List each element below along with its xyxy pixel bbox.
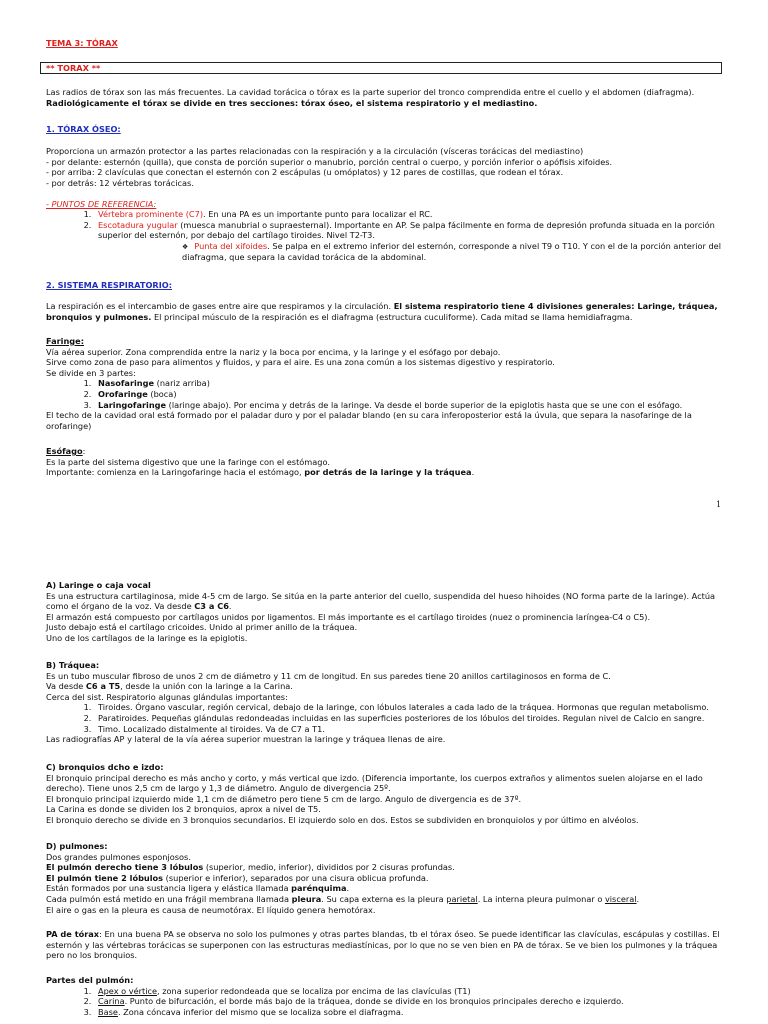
section-box xyxy=(40,62,722,74)
faringe-heading: Faringe: xyxy=(46,336,84,346)
list-item: 1. Nasofaringe (nariz arriba) xyxy=(94,378,722,389)
list-item: 2. Escotadura yugular (muesca manubrial o supraesternal). Importante en AP. Se palpa fácilmente en forma de depresión profunda situada en la porción superior del esternón, por debajo del cartílago tiroides. Nivel T2-T3. ❖ Punta del xifoides. Se palpa en el extremo inferior del esternón, corresponde a nivel T9 o T10. Y con el de la porción anterior del diafragma, que separa la cavidad torácica de la abdominal. xyxy=(94,220,722,263)
heading-torax-oseo: 1. TÓRAX ÓSEO: xyxy=(46,124,121,134)
list-item: 2. Orofaringe (boca) xyxy=(94,389,722,400)
laringe-section: A) Laringe o caja vocal Es una estructura cartilaginosa, mide 4-5 cm de largo. Se sitúa en la parte anterior del cuello, suspendida del hueso hihoides (NO forma parte de la laringe). Actúa como el órgano de la voz. Va desde C3 a C6. El armazón está compuesto por cartílagos unidos por ligamentos. El más importante es el cartílago tiroides (nuez o prominencia laríngea-C4 o C5). Justo debajo está el cartílago cricoides. Unido al primer anillo de la tráquea. Uno de los cartílagos de la laringe es la epiglotis. xyxy=(46,580,722,644)
faringe-parts-list xyxy=(46,378,722,410)
list-item: 3. Laringofaringe (laringe abajo). Por encima y detrás de la laringe. Va desde el borde superior de la epiglotis hasta que se une con el esófago. xyxy=(94,400,722,411)
intro-paragraph: Las radios de tórax son las más frecuentes. La cavidad torácica o tórax es la parte superior del tronco comprendida entre el cuello y el abdomen (diafragma). Radiológicamente el tórax se divide en tres secciones: tórax óseo, el sistema respiratorio y el mediastino. xyxy=(46,87,695,108)
glandulas-list xyxy=(46,702,722,734)
heading-sistema-respiratorio: 2. SISTEMA RESPIRATORIO: xyxy=(46,280,172,290)
list-item: 1. Apex o vértice, zona superior redondeada que se localiza por encima de las clavículas (T1) xyxy=(94,986,722,997)
respiratorio-intro: La respiración es el intercambio de gases entre aire que respiramos y la circulación. El sistema respiratorio tiene 4 divisiones generales: Laringe, tráquea, bronquios y pulmones. El principal músculo de la respiración es el diafragma (estructura cuculiforme). Cada mitad se llama hemidiafragma. xyxy=(46,301,718,322)
list-item: ❖ Punta del xifoides. Se palpa en el extremo inferior del esternón, corresponde a nivel T9 o T10. Y con el de la porción anterior del diafragma, que separa la cavidad torácica de la abdominal. xyxy=(178,241,722,263)
bronquios-heading: C) bronquios dcho e izdo: xyxy=(46,762,164,772)
list-item: 3. Timo. Localizado distalmente al tiroides. Va de C7 a T1. xyxy=(94,724,722,735)
torax-oseo-text: Proporciona un armazón protector a las partes relacionadas con la respiración y a la circulación (vísceras torácicas del mediastino) - por delante: esternón (quilla), que consta de porción superior o manubrio, porción central o cuerpo, y porción inferior o apófisis xifoides. - por arriba: 2 clavículas que conectan el esternón con 2 escápulas (u omóplatos) y 12 pares de costillas, que rodean el tórax. - por detrás: 12 vértebras torácicas. - PUNTOS DE REFERENCIA: 1. Vértebra prominente (C7). En una PA es un importante punto para localizar el RC. 2. Escotadura yugular (muesca manubrial o supraesternal). Importante en AP. Se palpa fácilmente en forma de depresión profunda situada en la porción superior del esternón, por debajo del cartílago tiroides. Nivel T2-T3. ❖ Punta del xifoides. Se palpa en el extremo inferior del esternón, corresponde a nivel T9 o T10. Y con el de la porción anterior del diafragma, que separa la cavidad torácica de la abdominal. xyxy=(46,146,722,263)
partes-pulmon-section xyxy=(46,975,722,1017)
traquea-section: B) Tráquea: Es un tubo muscular fibroso de unos 2 cm de diámetro y 11 cm de longitud. En sus paredes tiene 20 anillos cartilaginosos en forma de C. Va desde C6 a T5, desde la unión con la laringe a la Carina. Cerca del sist. Respiratorio algunas glándulas importantes: 1. Tiroides. Órgano vascular, región cervical, debajo de la laringe, con lóbulos laterales a cada lado de la tráquea. Hormonas que regulan metabolismo. 2. Paratiroides. Pequeñas glándulas redondeadas incluidas en las superficies posteriores de los lóbulos del tiroides. Regulan nivel de Calcio en sangre. 3. Timo. Localizado distalmente al tiroides. Va de C7 a T1. Las radiografías AP y lateral de la vía aérea superior muestran la laringe y tráquea llenas de aire. xyxy=(46,660,722,745)
sub-list xyxy=(98,241,722,263)
points-heading: - PUNTOS DE REFERENCIA: xyxy=(46,199,157,210)
partes-list xyxy=(46,986,722,1018)
list-item: 3. Base. Zona cóncava inferior del mismo que se localiza sobre el diafragma. xyxy=(94,1007,722,1018)
partes-heading: Partes del pulmón: xyxy=(46,975,134,985)
traquea-heading: B) Tráquea: xyxy=(46,660,100,670)
pulmones-heading: D) pulmones: xyxy=(46,841,108,851)
faringe-section: Faringe: Vía aérea superior. Zona comprendida entre la nariz y la boca por encima, y la laringe y el esófago por debajo. Sirve como zona de paso para alimentos y fluidos, y para el aire. Es una zona común a los sistemas digestivo y respiratorio. Se divide en 3 partes: 1. Nasofaringe (nariz arriba) 2. Orofaringe (boca) 3. Laringofaringe (laringe abajo). Por encima y detrás de la laringe. Va desde el borde superior de la epiglotis hasta que se une con el esófago. El techo de la cavidad oral está formado por el paladar duro y por el paladar blando (en su cara inferoposterior está la úvula, que separa la nasofaringe de la orofaringe) xyxy=(46,336,722,431)
esofago-heading: Esófago xyxy=(46,446,83,456)
section-box-label: ** TORAX ** xyxy=(46,63,101,73)
page-number: 1 xyxy=(716,500,722,509)
list-item: 1. Tiroides. Órgano vascular, región cervical, debajo de la laringe, con lóbulos laterales a cada lado de la tráquea. Hormonas que regulan metabolismo. xyxy=(94,702,722,713)
pulmones-section: D) pulmones: Dos grandes pulmones esponjosos. El pulmón derecho tiene 3 lóbulos (superior, medio, inferior), divididos por 2 cisuras profundas. El pulmón tiene 2 lóbulos (superior e inferior), separados por una cisura oblicua profunda. Están formados por una sustancia ligera y elástica llamada parénquima. Cada pulmón está metido en una frágil membrana llamada pleura. Su capa externa es la pleura parietal. La interna pleura pulmonar o visceral. El aire o gas en la pleura es causa de neumotórax. El líquido genera hemotórax. xyxy=(46,841,722,915)
list-item: 1. Vértebra prominente (C7). En una PA es un importante punto para localizar el RC. xyxy=(94,209,722,220)
esofago-section: Esófago: Es la parte del sistema digestivo que une la faringe con el estómago. Importante: comienza en la Laringofaringe hacia el estómago, por detrás de la laringe y la tráquea. xyxy=(46,446,475,478)
laringe-heading: A) Laringe o caja vocal xyxy=(46,580,151,590)
list-item: 2. Paratiroides. Pequeñas glándulas redondeadas incluidas en las superficies posteriores de los lóbulos del tiroides. Regulan nivel de Calcio en sangre. xyxy=(94,713,722,724)
pa-torax-paragraph: PA de tórax: En una buena PA se observa no solo los pulmones y otras partes blandas, tb el tórax óseo. Se puede identificar las clavículas, escápulas y costillas. El esternón y las vértebras torácicas se superponen con las estructuras mediastínicas, por lo que no se ven bien en PA de tórax. Se ve bien los pulmones y la tráquea pero no los bronquios. xyxy=(46,929,720,961)
page-title: TEMA 3: TÓRAX xyxy=(46,38,118,48)
bronquios-section: C) bronquios dcho e izdo: El bronquio principal derecho es más ancho y corto, y más vertical que izdo. (Diferencia importante, los cuerpos extraños y alimentos suelen alojarse en el lado derecho). Tiene unos 2,5 cm de largo y 1,3 de diámetro. Angulo de divergencia 25º. El bronquio principal izquierdo mide 1,1 cm de diámetro pero tiene 5 cm de largo. Angulo de divergencia es de 37º. La Carina es donde se dividen los 2 bronquios, aprox a nivel de T5. El bronquio derecho se divide en 3 bronquios secundarios. El izquierdo solo en dos. Estos se subdividen en bronquiolos y por último en alvéolos. xyxy=(46,762,722,826)
reference-points-list xyxy=(46,209,722,263)
list-item: 2. Carina. Punto de bifurcación, el borde más bajo de la tráquea, donde se divide en los bronquios principales derecho e izquierdo. xyxy=(94,996,722,1007)
